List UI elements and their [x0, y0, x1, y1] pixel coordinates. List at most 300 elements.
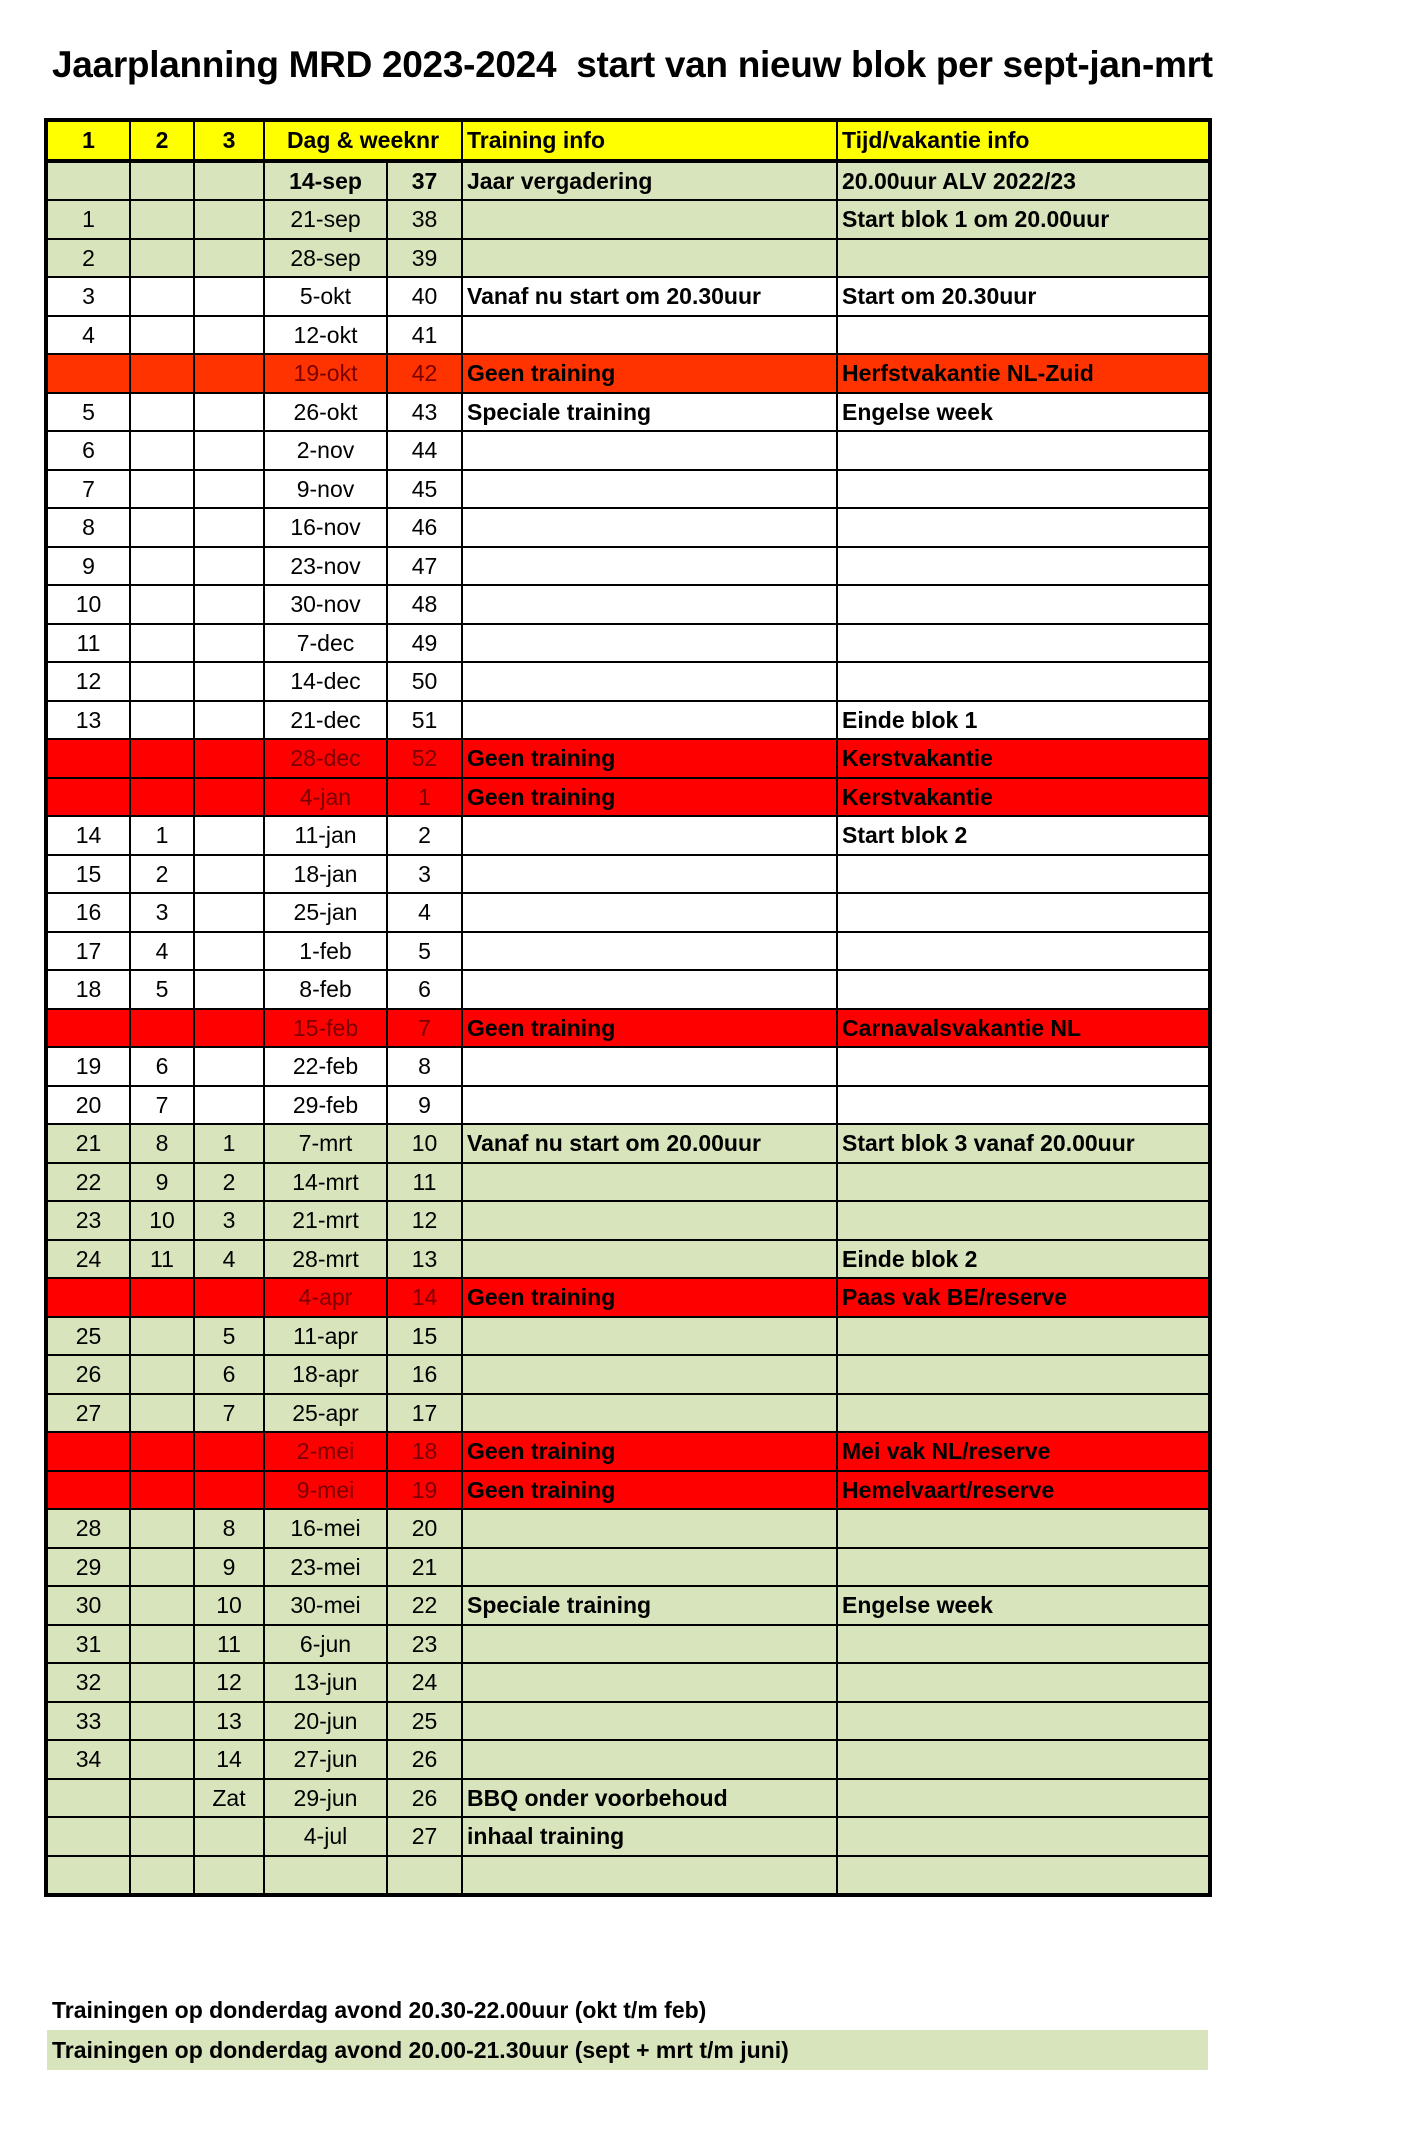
- cell-training-info: [462, 1086, 837, 1125]
- cell-block-1: 5: [46, 393, 130, 432]
- cell-tijd-vakantie-info: [837, 431, 1210, 470]
- cell-block-1: 29: [46, 1548, 130, 1587]
- cell-weeknr: 19: [387, 1471, 462, 1510]
- table-row: [46, 585, 1210, 624]
- cell-training-info: [462, 1240, 837, 1279]
- cell-block-1: [46, 354, 130, 393]
- table-row: [46, 1817, 1210, 1856]
- cell-block-3: 12: [194, 1663, 264, 1702]
- cell-training-info: [462, 932, 837, 971]
- cell-date: 18-apr: [264, 1355, 387, 1394]
- cell-tijd-vakantie-info: [837, 624, 1210, 663]
- cell-training-info: [462, 662, 837, 701]
- cell-block-2: [130, 1663, 194, 1702]
- cell-block-3: [194, 970, 264, 1009]
- cell-date: 4-apr: [264, 1278, 387, 1317]
- cell-weeknr: 43: [387, 393, 462, 432]
- cell-training-info: [462, 1201, 837, 1240]
- schedule-body: [46, 161, 1210, 1896]
- table-row: [46, 470, 1210, 509]
- cell-weeknr: 39: [387, 239, 462, 278]
- cell-block-2: 8: [130, 1124, 194, 1163]
- cell-date: 15-feb: [264, 1009, 387, 1048]
- page-title: Jaarplanning MRD 2023-2024 start van nieuw blok per sept-jan-mrt: [52, 44, 1213, 85]
- cell-block-2: [130, 1009, 194, 1048]
- cell-block-1: 18: [46, 970, 130, 1009]
- cell-block-2: [130, 431, 194, 470]
- cell-block-2: [130, 739, 194, 778]
- cell-block-1: 2: [46, 239, 130, 278]
- cell-tijd-vakantie-info: Hemelvaart/reserve: [837, 1471, 1210, 1510]
- cell-training-info: [462, 893, 837, 932]
- cell-block-2: [130, 701, 194, 740]
- table-row: [46, 855, 1210, 894]
- cell-training-info: Geen training: [462, 1471, 837, 1510]
- cell-block-2: 4: [130, 932, 194, 971]
- table-row: [46, 1317, 1210, 1356]
- cell-block-3: 6: [194, 1355, 264, 1394]
- table-row: [46, 816, 1210, 855]
- cell-date: 19-okt: [264, 354, 387, 393]
- cell-weeknr: 45: [387, 470, 462, 509]
- cell-block-2: [130, 1355, 194, 1394]
- cell-weeknr: 21: [387, 1548, 462, 1587]
- cell-date: 13-jun: [264, 1663, 387, 1702]
- cell-date: 25-jan: [264, 893, 387, 932]
- table-row: [46, 701, 1210, 740]
- cell-block-1: 14: [46, 816, 130, 855]
- cell-date: 11-apr: [264, 1317, 387, 1356]
- cell-tijd-vakantie-info: [837, 1625, 1210, 1664]
- cell-weeknr: 5: [387, 932, 462, 971]
- table-row: [46, 739, 1210, 778]
- cell-tijd-vakantie-info: Einde blok 1: [837, 701, 1210, 740]
- cell-weeknr: 42: [387, 354, 462, 393]
- cell-date: 18-jan: [264, 855, 387, 894]
- cell-block-1: 13: [46, 701, 130, 740]
- cell-block-1: [46, 778, 130, 817]
- cell-block-3: [194, 1278, 264, 1317]
- table-row: [46, 778, 1210, 817]
- cell-weeknr: 25: [387, 1702, 462, 1741]
- cell-block-2: [130, 1317, 194, 1356]
- cell-date: [264, 1856, 387, 1896]
- cell-tijd-vakantie-info: [837, 1663, 1210, 1702]
- cell-block-3: [194, 624, 264, 663]
- table-row: [46, 547, 1210, 586]
- cell-weeknr: 40: [387, 277, 462, 316]
- cell-block-2: [130, 624, 194, 663]
- cell-block-3: [194, 547, 264, 586]
- cell-weeknr: 8: [387, 1047, 462, 1086]
- table-row: [46, 1740, 1210, 1779]
- cell-weeknr: 12: [387, 1201, 462, 1240]
- cell-date: 28-sep: [264, 239, 387, 278]
- cell-block-1: 3: [46, 277, 130, 316]
- header-block-2: 2: [130, 120, 194, 161]
- cell-date: 2-mei: [264, 1432, 387, 1471]
- cell-weeknr: [387, 1856, 462, 1896]
- cell-weeknr: 47: [387, 547, 462, 586]
- cell-tijd-vakantie-info: [837, 1548, 1210, 1587]
- cell-block-1: [46, 1432, 130, 1471]
- cell-block-2: [130, 393, 194, 432]
- cell-weeknr: 17: [387, 1394, 462, 1433]
- cell-block-2: [130, 1278, 194, 1317]
- table-row: [46, 354, 1210, 393]
- cell-training-info: [462, 470, 837, 509]
- cell-block-1: 17: [46, 932, 130, 971]
- cell-weeknr: 41: [387, 316, 462, 355]
- cell-training-info: Geen training: [462, 1009, 837, 1048]
- cell-training-info: Geen training: [462, 1432, 837, 1471]
- cell-date: 12-okt: [264, 316, 387, 355]
- cell-block-1: 31: [46, 1625, 130, 1664]
- cell-block-2: 2: [130, 855, 194, 894]
- cell-block-1: 30: [46, 1586, 130, 1625]
- cell-block-3: [194, 778, 264, 817]
- cell-weeknr: 46: [387, 508, 462, 547]
- cell-training-info: Speciale training: [462, 1586, 837, 1625]
- cell-training-info: [462, 1047, 837, 1086]
- cell-block-1: 4: [46, 316, 130, 355]
- cell-tijd-vakantie-info: [837, 316, 1210, 355]
- cell-block-2: [130, 277, 194, 316]
- cell-tijd-vakantie-info: Kerstvakantie: [837, 778, 1210, 817]
- cell-block-2: [130, 1779, 194, 1818]
- cell-block-2: [130, 778, 194, 817]
- cell-block-2: [130, 1740, 194, 1779]
- cell-block-2: [130, 1394, 194, 1433]
- cell-weeknr: 9: [387, 1086, 462, 1125]
- cell-block-3: [194, 431, 264, 470]
- cell-weeknr: 23: [387, 1625, 462, 1664]
- cell-date: 30-nov: [264, 585, 387, 624]
- cell-block-2: [130, 585, 194, 624]
- table-row: [46, 200, 1210, 239]
- cell-training-info: [462, 431, 837, 470]
- cell-block-1: 6: [46, 431, 130, 470]
- cell-training-info: Geen training: [462, 739, 837, 778]
- cell-tijd-vakantie-info: [837, 1509, 1210, 1548]
- cell-block-1: 1: [46, 200, 130, 239]
- table-row: [46, 239, 1210, 278]
- cell-block-1: [46, 161, 130, 201]
- cell-tijd-vakantie-info: [837, 1086, 1210, 1125]
- cell-block-3: 11: [194, 1625, 264, 1664]
- cell-tijd-vakantie-info: Engelse week: [837, 393, 1210, 432]
- cell-date: 11-jan: [264, 816, 387, 855]
- cell-block-3: [194, 739, 264, 778]
- cell-tijd-vakantie-info: [837, 1394, 1210, 1433]
- cell-tijd-vakantie-info: [837, 1201, 1210, 1240]
- cell-weeknr: 49: [387, 624, 462, 663]
- cell-block-2: [130, 508, 194, 547]
- cell-weeknr: 6: [387, 970, 462, 1009]
- cell-block-3: 2: [194, 1163, 264, 1202]
- cell-date: 6-jun: [264, 1625, 387, 1664]
- cell-block-2: [130, 200, 194, 239]
- cell-training-info: [462, 1625, 837, 1664]
- footer-note-okt-feb: Trainingen op donderdag avond 20.30-22.00uur (okt t/m feb): [52, 1997, 707, 2023]
- table-row: [46, 1047, 1210, 1086]
- table-row: [46, 893, 1210, 932]
- cell-weeknr: 16: [387, 1355, 462, 1394]
- cell-date: 23-nov: [264, 547, 387, 586]
- footer-note-sept-mrt-juni: Trainingen op donderdag avond 20.00-21.30uur (sept + mrt t/m juni): [47, 2030, 1208, 2070]
- table-row: [46, 970, 1210, 1009]
- cell-tijd-vakantie-info: [837, 662, 1210, 701]
- cell-tijd-vakantie-info: [837, 1817, 1210, 1856]
- cell-block-2: 3: [130, 893, 194, 932]
- cell-tijd-vakantie-info: Paas vak BE/reserve: [837, 1278, 1210, 1317]
- cell-block-3: [194, 855, 264, 894]
- cell-block-1: [46, 1009, 130, 1048]
- cell-date: 7-mrt: [264, 1124, 387, 1163]
- cell-block-2: [130, 1702, 194, 1741]
- cell-block-3: [194, 239, 264, 278]
- cell-block-3: [194, 1047, 264, 1086]
- table-row: [46, 1548, 1210, 1587]
- cell-tijd-vakantie-info: [837, 932, 1210, 971]
- cell-date: 21-mrt: [264, 1201, 387, 1240]
- cell-training-info: [462, 200, 837, 239]
- cell-training-info: Geen training: [462, 778, 837, 817]
- cell-weeknr: 10: [387, 1124, 462, 1163]
- cell-block-3: 5: [194, 1317, 264, 1356]
- cell-training-info: [462, 1702, 837, 1741]
- cell-weeknr: 13: [387, 1240, 462, 1279]
- cell-date: 27-jun: [264, 1740, 387, 1779]
- cell-block-3: [194, 200, 264, 239]
- cell-block-3: [194, 662, 264, 701]
- cell-training-info: [462, 1355, 837, 1394]
- cell-block-3: [194, 354, 264, 393]
- cell-training-info: Vanaf nu start om 20.00uur: [462, 1124, 837, 1163]
- header-block-1: 1: [46, 120, 130, 161]
- table-row: [46, 1509, 1210, 1548]
- cell-weeknr: 51: [387, 701, 462, 740]
- cell-block-2: 10: [130, 1201, 194, 1240]
- cell-training-info: Geen training: [462, 354, 837, 393]
- table-row: [46, 1586, 1210, 1625]
- cell-block-3: 4: [194, 1240, 264, 1279]
- table-row: [46, 1124, 1210, 1163]
- cell-tijd-vakantie-info: [837, 1779, 1210, 1818]
- cell-weeknr: 27: [387, 1817, 462, 1856]
- cell-block-3: 7: [194, 1394, 264, 1433]
- cell-block-1: [46, 1817, 130, 1856]
- cell-block-2: [130, 470, 194, 509]
- cell-block-1: 25: [46, 1317, 130, 1356]
- table-row: [46, 1201, 1210, 1240]
- cell-training-info: [462, 239, 837, 278]
- cell-block-1: 15: [46, 855, 130, 894]
- cell-block-3: 3: [194, 1201, 264, 1240]
- cell-block-2: [130, 316, 194, 355]
- cell-block-2: [130, 1471, 194, 1510]
- cell-training-info: [462, 816, 837, 855]
- header-block-3: 3: [194, 120, 264, 161]
- cell-weeknr: 50: [387, 662, 462, 701]
- cell-date: 8-feb: [264, 970, 387, 1009]
- cell-block-2: 7: [130, 1086, 194, 1125]
- cell-block-2: [130, 1432, 194, 1471]
- cell-date: 28-dec: [264, 739, 387, 778]
- cell-block-3: [194, 1432, 264, 1471]
- cell-tijd-vakantie-info: Engelse week: [837, 1586, 1210, 1625]
- cell-block-1: 11: [46, 624, 130, 663]
- cell-block-3: Zat: [194, 1779, 264, 1818]
- cell-block-1: [46, 1856, 130, 1896]
- cell-weeknr: 14: [387, 1278, 462, 1317]
- cell-block-3: [194, 701, 264, 740]
- cell-block-1: 8: [46, 508, 130, 547]
- cell-tijd-vakantie-info: [837, 1740, 1210, 1779]
- cell-date: 29-feb: [264, 1086, 387, 1125]
- cell-training-info: [462, 1509, 837, 1548]
- cell-block-2: [130, 1625, 194, 1664]
- table-row: [46, 1663, 1210, 1702]
- cell-training-info: [462, 316, 837, 355]
- cell-block-1: [46, 1278, 130, 1317]
- cell-block-3: [194, 932, 264, 971]
- cell-block-3: 1: [194, 1124, 264, 1163]
- cell-date: 22-feb: [264, 1047, 387, 1086]
- cell-block-3: [194, 816, 264, 855]
- cell-block-2: 1: [130, 816, 194, 855]
- cell-weeknr: 1: [387, 778, 462, 817]
- schedule-table: [44, 118, 1212, 1897]
- cell-date: 28-mrt: [264, 1240, 387, 1279]
- table-row: [46, 662, 1210, 701]
- cell-block-3: [194, 1086, 264, 1125]
- header-tijd-vakantie-info: Tijd/vakantie info: [837, 120, 1210, 161]
- cell-training-info: [462, 1394, 837, 1433]
- cell-weeknr: 7: [387, 1009, 462, 1048]
- table-row: [46, 932, 1210, 971]
- cell-block-3: 8: [194, 1509, 264, 1548]
- cell-tijd-vakantie-info: [837, 893, 1210, 932]
- cell-block-1: 7: [46, 470, 130, 509]
- cell-training-info: Speciale training: [462, 393, 837, 432]
- cell-training-info: Jaar vergadering: [462, 161, 837, 201]
- table-row: [46, 277, 1210, 316]
- cell-block-3: [194, 277, 264, 316]
- cell-weeknr: 4: [387, 893, 462, 932]
- table-row: [46, 431, 1210, 470]
- table-row: [46, 316, 1210, 355]
- cell-block-1: 22: [46, 1163, 130, 1202]
- cell-block-2: [130, 239, 194, 278]
- cell-tijd-vakantie-info: Kerstvakantie: [837, 739, 1210, 778]
- cell-block-2: [130, 1586, 194, 1625]
- cell-weeknr: 2: [387, 816, 462, 855]
- cell-block-2: [130, 161, 194, 201]
- cell-date: 4-jul: [264, 1817, 387, 1856]
- cell-date: 9-nov: [264, 470, 387, 509]
- cell-tijd-vakantie-info: [837, 970, 1210, 1009]
- cell-tijd-vakantie-info: [837, 585, 1210, 624]
- cell-block-2: [130, 1817, 194, 1856]
- table-row: [46, 1009, 1210, 1048]
- cell-training-info: [462, 1163, 837, 1202]
- cell-weeknr: 52: [387, 739, 462, 778]
- cell-block-3: [194, 1817, 264, 1856]
- cell-date: 30-mei: [264, 1586, 387, 1625]
- cell-training-info: Geen training: [462, 1278, 837, 1317]
- cell-weeknr: 48: [387, 585, 462, 624]
- cell-block-1: 20: [46, 1086, 130, 1125]
- cell-block-3: [194, 316, 264, 355]
- cell-tijd-vakantie-info: Start blok 1 om 20.00uur: [837, 200, 1210, 239]
- cell-date: 16-nov: [264, 508, 387, 547]
- cell-weeknr: 38: [387, 200, 462, 239]
- cell-date: 14-sep: [264, 161, 387, 201]
- cell-date: 21-dec: [264, 701, 387, 740]
- cell-block-2: 6: [130, 1047, 194, 1086]
- cell-block-1: [46, 739, 130, 778]
- cell-tijd-vakantie-info: Start blok 3 vanaf 20.00uur: [837, 1124, 1210, 1163]
- cell-date: 21-sep: [264, 200, 387, 239]
- cell-training-info: [462, 624, 837, 663]
- cell-block-3: 14: [194, 1740, 264, 1779]
- table-row: [46, 1702, 1210, 1741]
- cell-weeknr: 20: [387, 1509, 462, 1548]
- cell-date: 1-feb: [264, 932, 387, 971]
- cell-block-3: 13: [194, 1702, 264, 1741]
- cell-weeknr: 44: [387, 431, 462, 470]
- cell-block-3: [194, 1009, 264, 1048]
- cell-block-3: [194, 1856, 264, 1896]
- cell-training-info: [462, 585, 837, 624]
- cell-tijd-vakantie-info: [837, 1317, 1210, 1356]
- table-row: [46, 624, 1210, 663]
- cell-block-1: 21: [46, 1124, 130, 1163]
- table-row: [46, 161, 1210, 201]
- cell-training-info: BBQ onder voorbehoud: [462, 1779, 837, 1818]
- cell-block-2: [130, 1548, 194, 1587]
- cell-block-1: 33: [46, 1702, 130, 1741]
- cell-weeknr: 26: [387, 1779, 462, 1818]
- cell-date: 7-dec: [264, 624, 387, 663]
- cell-tijd-vakantie-info: Start blok 2: [837, 816, 1210, 855]
- table-row: [46, 1625, 1210, 1664]
- cell-date: 14-mrt: [264, 1163, 387, 1202]
- cell-block-2: [130, 1856, 194, 1896]
- cell-weeknr: 18: [387, 1432, 462, 1471]
- cell-tijd-vakantie-info: [837, 1355, 1210, 1394]
- cell-tijd-vakantie-info: [837, 1856, 1210, 1896]
- header-training-info: Training info: [462, 120, 837, 161]
- cell-training-info: [462, 508, 837, 547]
- cell-date: 2-nov: [264, 431, 387, 470]
- cell-training-info: [462, 1740, 837, 1779]
- cell-tijd-vakantie-info: [837, 470, 1210, 509]
- cell-training-info: inhaal training: [462, 1817, 837, 1856]
- cell-tijd-vakantie-info: Carnavalsvakantie NL: [837, 1009, 1210, 1048]
- table-row: [46, 1779, 1210, 1818]
- cell-date: 14-dec: [264, 662, 387, 701]
- cell-tijd-vakantie-info: [837, 547, 1210, 586]
- table-row: [46, 1856, 1210, 1896]
- cell-training-info: [462, 855, 837, 894]
- cell-block-3: 10: [194, 1586, 264, 1625]
- table-row: [46, 1240, 1210, 1279]
- header-date-week: Dag & weeknr: [264, 120, 462, 161]
- cell-tijd-vakantie-info: [837, 1047, 1210, 1086]
- cell-tijd-vakantie-info: [837, 1163, 1210, 1202]
